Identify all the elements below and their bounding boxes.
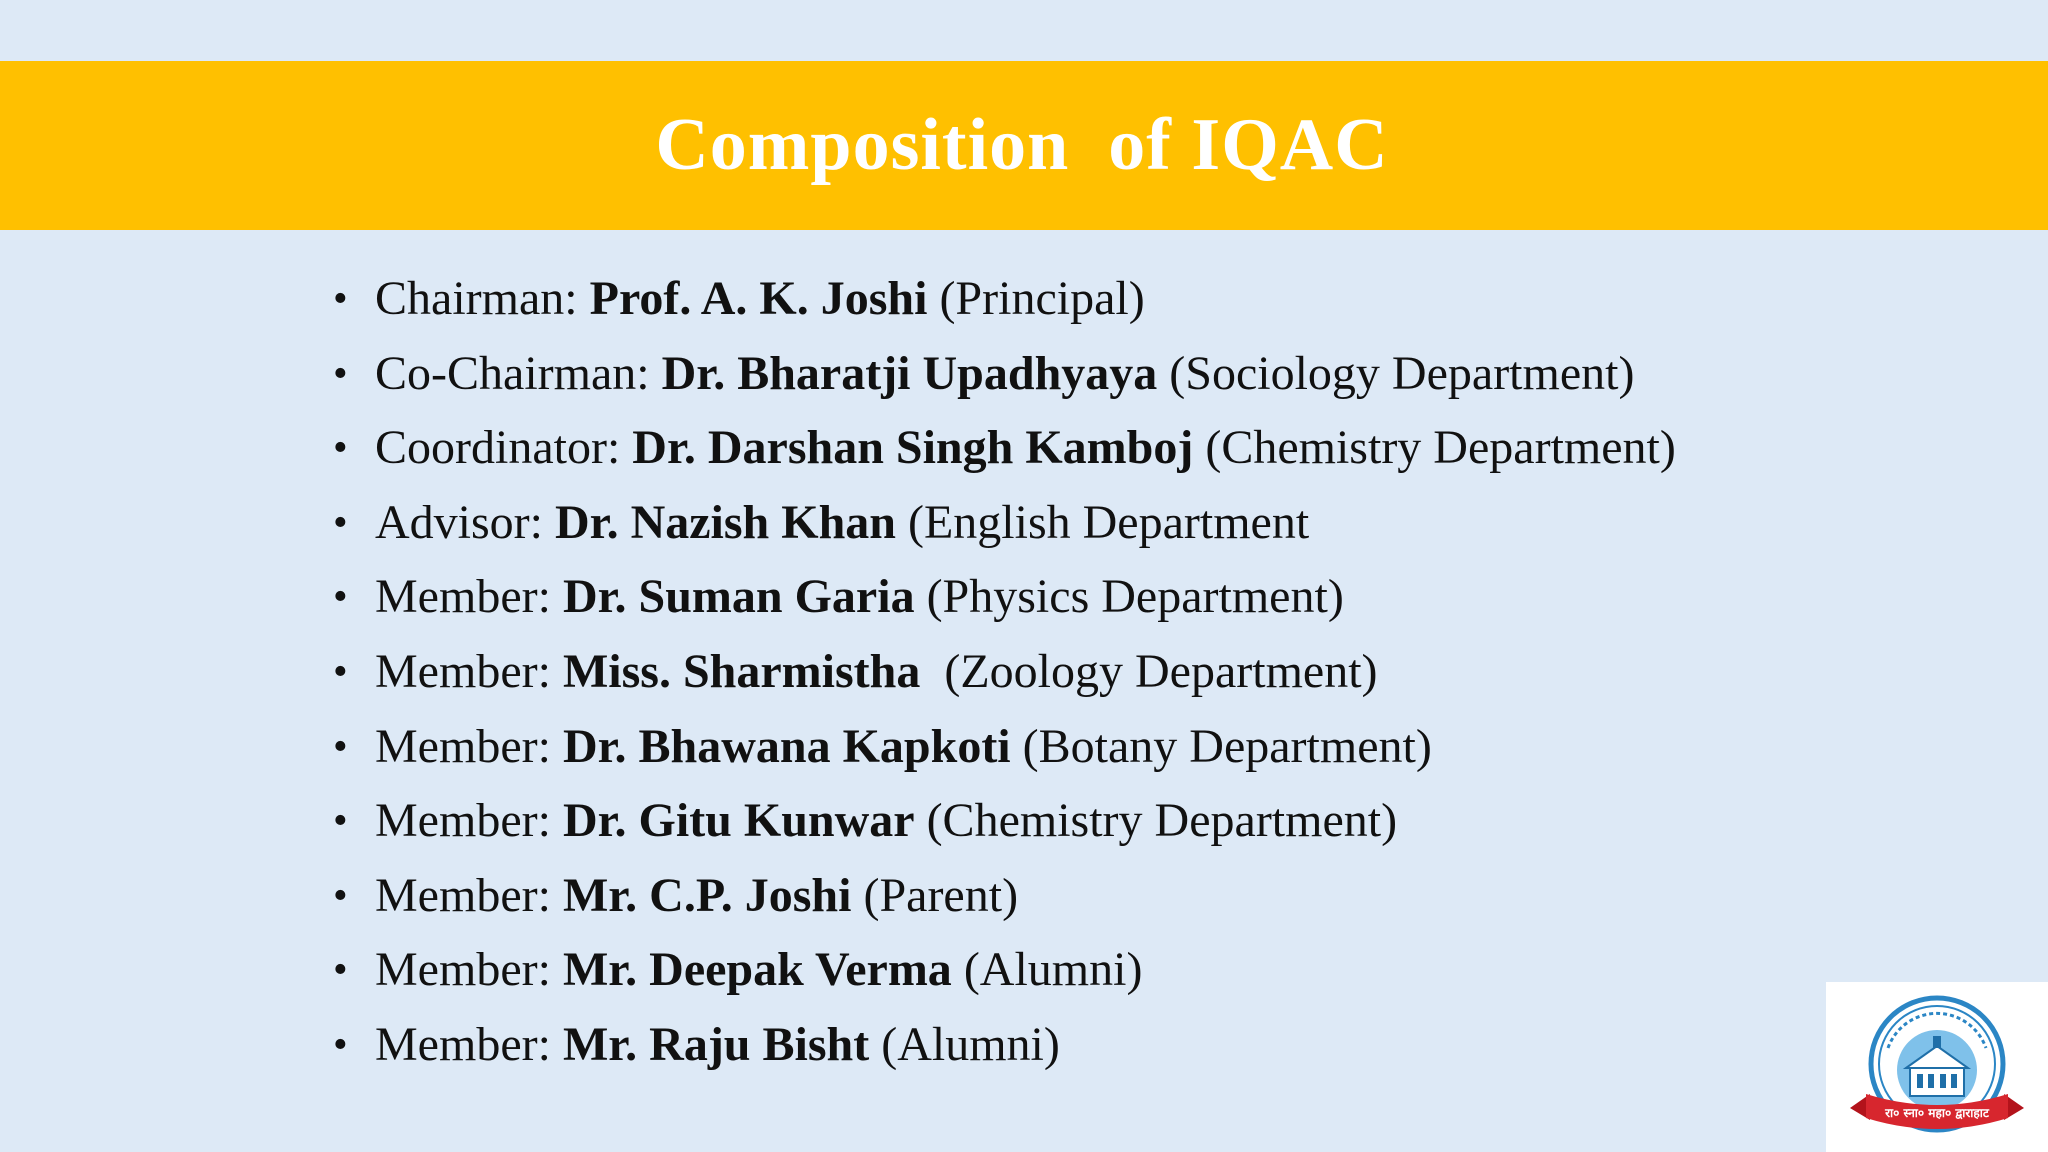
list-item (333, 262, 1676, 337)
member-name: Mr. Deepak Verma (562, 943, 952, 997)
member-department: (English Department (895, 495, 1310, 549)
member-name: Mr. C.P. Joshi (562, 868, 852, 922)
member-department: (Principal) (927, 272, 1145, 325)
member-role: Co-Chairman: (375, 346, 662, 400)
member-department: (Alumni) (951, 943, 1143, 997)
list-item (333, 784, 1676, 859)
member-department: (Chemistry Department) (914, 794, 1398, 848)
bullet-icon: • (333, 350, 348, 397)
slide-title: Composition of IQAC (655, 104, 1389, 186)
member-department: (Chemistry Department) (1193, 421, 1676, 475)
member-role: Coordinator: (375, 421, 633, 475)
member-role: Member: (375, 794, 563, 848)
list-item (333, 933, 1676, 1008)
member-department: (Zoology Department) (920, 644, 1378, 698)
list-item (333, 859, 1676, 934)
member-role: Member: (375, 1017, 563, 1071)
list-item (333, 635, 1676, 710)
bullet-icon: • (333, 798, 348, 845)
member-department: (Physics Department) (914, 570, 1344, 624)
member-name: Prof. A. K. Joshi (589, 272, 928, 325)
member-name: Dr. Darshan Singh Kamboj (632, 421, 1194, 475)
member-name: Mr. Raju Bisht (562, 1017, 870, 1071)
bullet-icon: • (333, 947, 348, 994)
list-item (333, 411, 1676, 486)
member-list (333, 262, 1676, 1083)
bullet-icon: • (333, 648, 348, 695)
member-name: Dr. Gitu Kunwar (562, 794, 915, 848)
member-role: Member: (375, 644, 563, 698)
member-department: (Botany Department) (1010, 719, 1432, 773)
member-role: Chairman: (375, 272, 590, 325)
college-emblem-icon (1836, 990, 2038, 1146)
member-name: Dr. Suman Garia (562, 570, 915, 624)
bullet-icon: • (333, 425, 348, 472)
list-item (333, 560, 1676, 635)
bullet-icon: • (333, 723, 348, 770)
title-band (0, 61, 2048, 230)
member-name: Dr. Bharatji Upadhyaya (661, 346, 1158, 400)
college-logo (1826, 982, 2048, 1152)
bullet-icon: • (333, 499, 348, 546)
bullet-icon: • (333, 1021, 348, 1068)
member-department: (Parent) (851, 868, 1019, 922)
logo-ribbon-text: रा० स्ना० महा० द्वाराहाट (1885, 1106, 1989, 1120)
bullet-icon: • (333, 276, 348, 322)
member-role: Member: (375, 868, 563, 922)
list-item (333, 486, 1676, 561)
bullet-icon: • (333, 574, 348, 621)
member-department: (Sociology Department) (1157, 346, 1635, 400)
list-item (333, 337, 1676, 412)
member-name: Miss. Sharmistha (562, 644, 921, 698)
list-item (333, 710, 1676, 785)
list-item (333, 1008, 1676, 1083)
member-role: Member: (375, 943, 563, 997)
member-name: Dr. Bhawana Kapkoti (562, 719, 1011, 773)
member-role: Member: (375, 570, 563, 624)
member-role: Member: (375, 719, 563, 773)
member-department: (Alumni) (869, 1017, 1060, 1071)
bullet-icon: • (333, 872, 348, 919)
member-name: Dr. Nazish Khan (555, 495, 896, 549)
member-role: Advisor: (375, 495, 555, 549)
